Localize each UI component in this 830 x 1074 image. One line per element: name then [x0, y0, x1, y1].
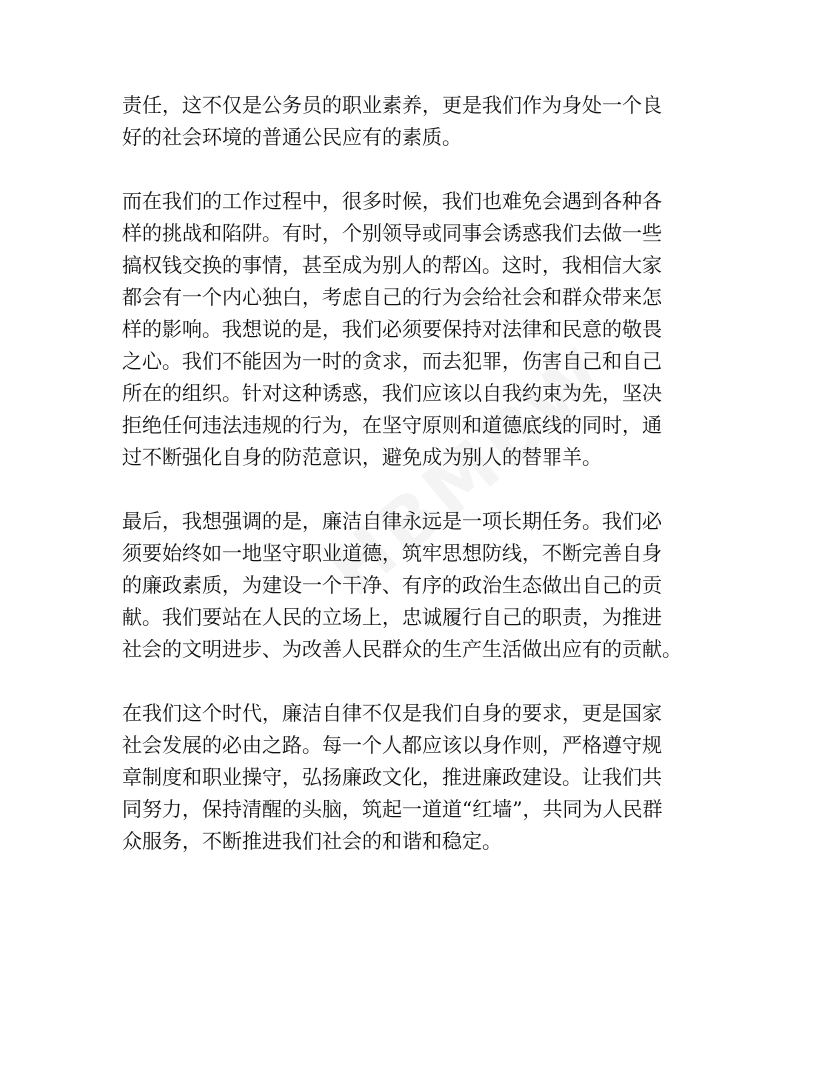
text-line: 的廉政素质，为建设一个干净、有序的政治生态做出自己的贡: [122, 573, 662, 597]
text-line: 之心。我们不能因为一时的贪求，而去犯罪，伤害自己和自己: [122, 349, 662, 373]
text-line: 须要始终如一地坚守职业道德，筑牢思想防线，不断完善自身: [122, 541, 662, 565]
document-body: [122, 89, 742, 889]
text-line: 拒绝任何违法违规的行为，在坚守原则和道德底线的同时，通: [122, 413, 662, 437]
text-line: 责任，这不仅是公务员的职业素养，更是我们作为身处一个良: [122, 93, 662, 117]
paragraph-4: [122, 697, 742, 857]
text-line: 所在的组织。针对这种诱惑，我们应该以自我约束为先，坚决: [122, 381, 662, 405]
text-line: 同努力，保持清醒的头脑，筑起一道道“红墙”，共同为人民群: [122, 797, 663, 821]
paragraph-1: [122, 89, 742, 153]
text-line: 章制度和职业操守，弘扬廉政文化，推进廉政建设。让我们共: [122, 765, 662, 789]
text-line: 好的社会环境的普通公民应有的素质。: [122, 125, 462, 149]
text-line: 最后，我想强调的是，廉洁自律永远是一项长期任务。我们必: [122, 509, 662, 533]
text-line: 社会的文明进步、为改善人民群众的生产生活做出应有的贡献。: [122, 637, 682, 661]
text-line: 献。我们要站在人民的立场上，忠诚履行自己的职责，为推进: [122, 605, 662, 629]
text-line: 搞权钱交换的事情，甚至成为别人的帮凶。这时，我相信大家: [122, 253, 662, 277]
text-line: 都会有一个内心独白，考虑自己的行为会给社会和群众带来怎: [122, 285, 662, 309]
text-line: 样的挑战和陷阱。有时，个别领导或同事会诱惑我们去做一些: [122, 221, 662, 245]
text-line: 在我们这个时代，廉洁自律不仅是我们自身的要求，更是国家: [122, 701, 662, 725]
text-line: 样的影响。我想说的是，我们必须要保持对法律和民意的敬畏: [122, 317, 662, 341]
paragraph-2: [122, 185, 742, 473]
text-line: 过不断强化自身的防范意识，避免成为别人的替罪羊。: [122, 445, 602, 469]
paragraph-3: [122, 505, 742, 665]
text-line: 而在我们的工作过程中，很多时候，我们也难免会遇到各种各: [122, 189, 662, 213]
text-line: 社会发展的必由之路。每一个人都应该以身作则，严格遵守规: [122, 733, 662, 757]
text-line: 众服务，不断推进我们社会的和谐和稳定。: [122, 829, 502, 853]
